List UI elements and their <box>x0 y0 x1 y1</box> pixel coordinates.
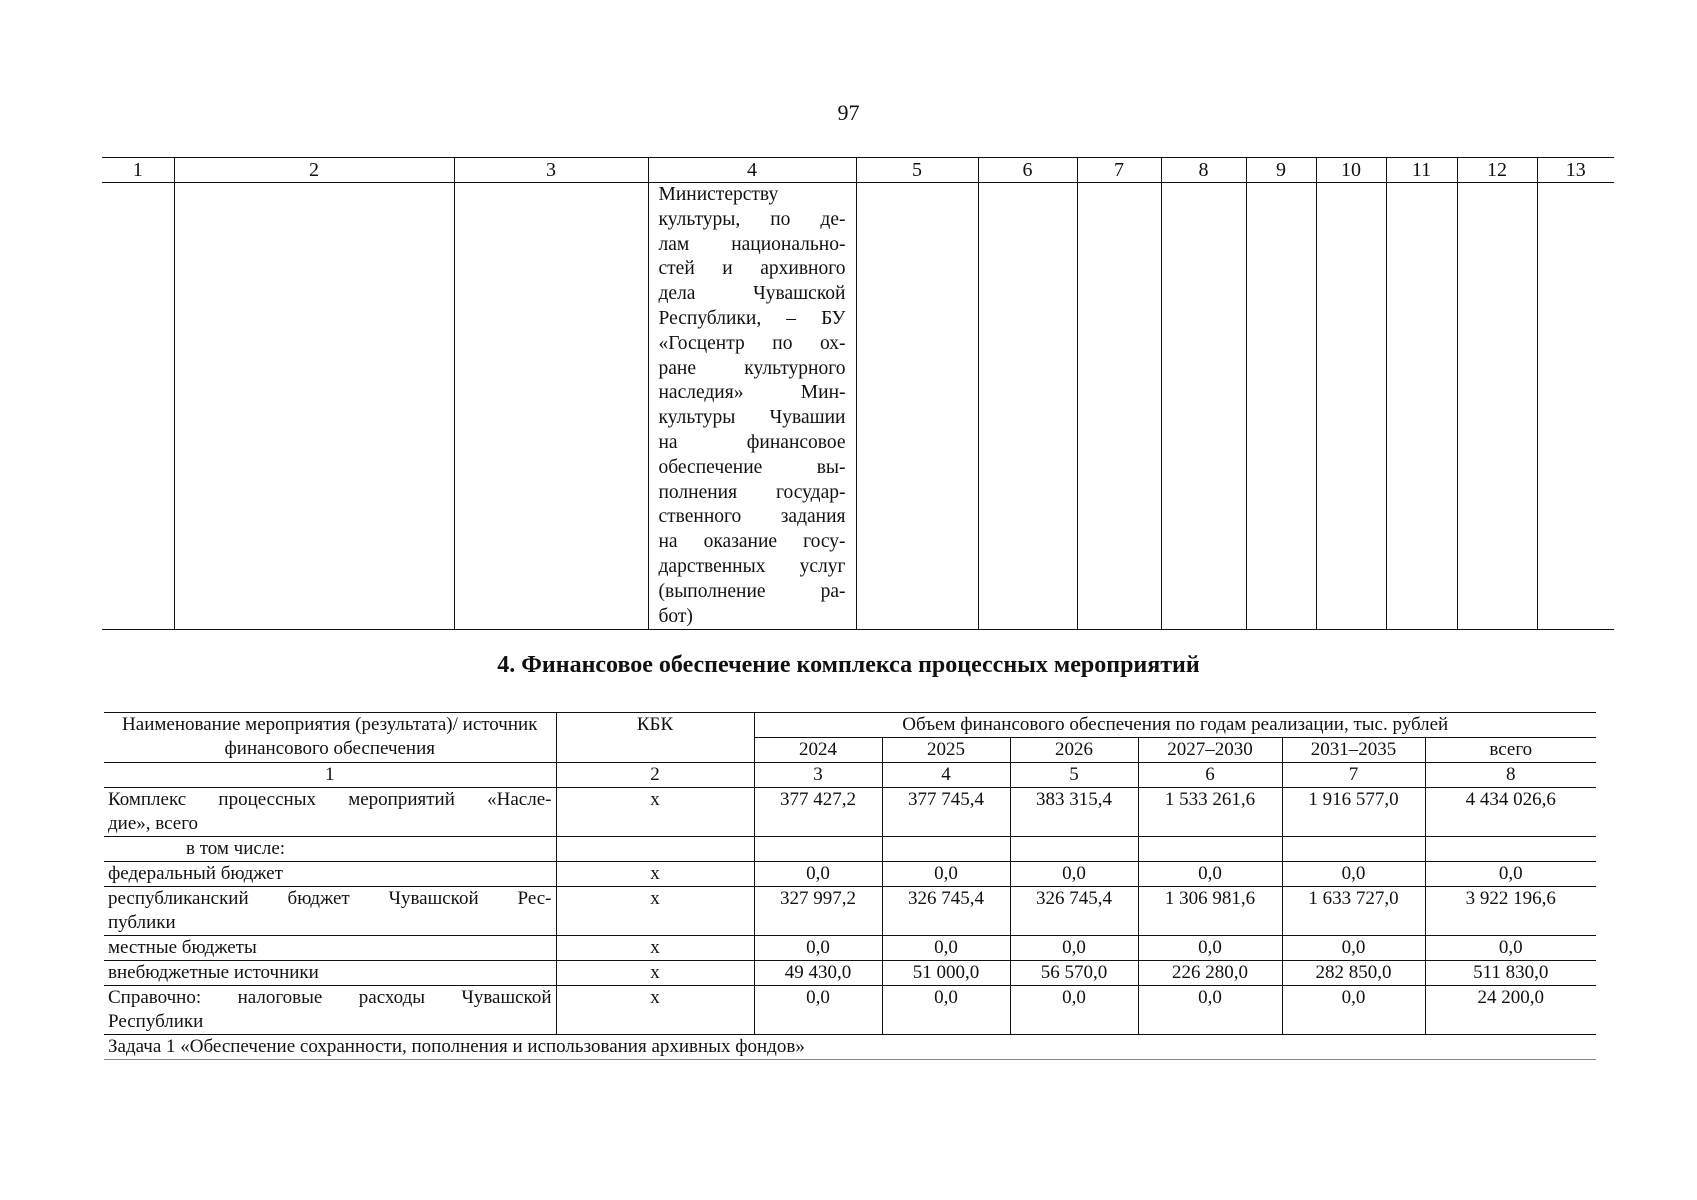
text-line: полнения государ- <box>658 481 846 503</box>
row-name <box>104 788 556 837</box>
value-cell: 377 745,4 <box>882 788 1010 837</box>
finance-table <box>104 712 1596 1060</box>
table-cell <box>1316 183 1386 630</box>
table-row <box>104 862 1596 887</box>
table-cell <box>454 183 648 630</box>
text-line: дела Чувашской <box>658 283 846 305</box>
text-line: Комплекс процессных мероприятий «Насле- <box>108 789 552 810</box>
value-cell: 3 922 196,6 <box>1425 887 1596 936</box>
col-num: 3 <box>454 158 648 183</box>
header-kbk: КБК <box>556 713 754 763</box>
table-row <box>104 986 1596 1035</box>
value-cell <box>1282 837 1425 862</box>
value-cell <box>1425 837 1596 862</box>
col-num: 6 <box>1138 763 1282 788</box>
value-cell: 0,0 <box>1010 936 1138 961</box>
value-cell <box>882 837 1010 862</box>
year-header: 2024 <box>754 738 882 763</box>
value-cell: 226 280,0 <box>1138 961 1282 986</box>
value-cell: 49 430,0 <box>754 961 882 986</box>
value-cell: 282 850,0 <box>1282 961 1425 986</box>
total-header: всего <box>1425 738 1596 763</box>
table-row <box>104 961 1596 986</box>
table-row <box>104 936 1596 961</box>
text-line: на финансовое <box>658 431 846 453</box>
row-name: федеральный бюджет <box>104 862 556 887</box>
value-cell: 326 745,4 <box>1010 887 1138 936</box>
table-row <box>104 837 1596 862</box>
col-num: 7 <box>1077 158 1161 183</box>
value-cell: 0,0 <box>882 862 1010 887</box>
value-cell: 0,0 <box>754 862 882 887</box>
value-cell: 0,0 <box>882 986 1010 1035</box>
task-title: Задача 1 «Обеспечение сохранности, пополнения и использования архивных фондов» <box>104 1035 1596 1060</box>
value-cell: 0,0 <box>1282 936 1425 961</box>
col-num: 7 <box>1282 763 1425 788</box>
value-cell: 326 745,4 <box>882 887 1010 936</box>
row-name <box>104 986 556 1035</box>
kbk-cell: x <box>556 887 754 936</box>
kbk-cell: x <box>556 862 754 887</box>
kbk-cell <box>556 837 754 862</box>
text-line: Республики <box>108 1011 204 1032</box>
value-cell: 511 830,0 <box>1425 961 1596 986</box>
value-cell: 0,0 <box>1138 986 1282 1035</box>
table-cell <box>1077 183 1161 630</box>
value-cell: 0,0 <box>1425 862 1596 887</box>
value-cell: 1 916 577,0 <box>1282 788 1425 837</box>
col-num: 2 <box>174 158 454 183</box>
value-cell: 24 200,0 <box>1425 986 1596 1035</box>
value-cell <box>754 837 882 862</box>
text-line: бот) <box>658 605 693 627</box>
col-num: 11 <box>1386 158 1457 183</box>
row-name: в том числе: <box>104 837 556 862</box>
text-line: лам национально- <box>658 233 846 255</box>
page-number: 97 <box>837 100 860 125</box>
text-line: наследия» Мин- <box>658 382 846 404</box>
year-header: 2026 <box>1010 738 1138 763</box>
table-cell <box>1457 183 1537 630</box>
col-num: 4 <box>882 763 1010 788</box>
header-name: Наименование мероприятия (результата)/ источник финансового обеспечения <box>104 713 556 763</box>
value-cell: 327 997,2 <box>754 887 882 936</box>
text-line: Справочно: налоговые расходы Чувашской <box>108 987 552 1008</box>
year-header: 2031–2035 <box>1282 738 1425 763</box>
value-cell: 1 633 727,0 <box>1282 887 1425 936</box>
value-cell: 1 533 261,6 <box>1138 788 1282 837</box>
header-volume: Объем финансового обеспечения по годам реализации, тыс. рублей <box>754 713 1596 738</box>
value-cell: 0,0 <box>1010 862 1138 887</box>
table-cell <box>978 183 1077 630</box>
header-row <box>104 713 1596 738</box>
value-cell: 4 434 026,6 <box>1425 788 1596 837</box>
value-cell: 0,0 <box>1010 986 1138 1035</box>
table-cell <box>1161 183 1246 630</box>
col-num: 12 <box>1457 158 1537 183</box>
text-line: дие», всего <box>108 813 199 834</box>
text-line: стей и архивного <box>658 258 846 280</box>
value-cell: 0,0 <box>882 936 1010 961</box>
text-line: публики <box>108 912 176 933</box>
col-num: 5 <box>856 158 978 183</box>
row-name <box>104 887 556 936</box>
table-cell <box>102 183 174 630</box>
text-line: Министерству <box>658 184 779 205</box>
col-num: 1 <box>104 763 556 788</box>
continuation-table <box>102 157 1614 630</box>
text-line: ране культурного <box>658 357 846 379</box>
kbk-cell: x <box>556 936 754 961</box>
table-cell <box>1246 183 1316 630</box>
kbk-cell: x <box>556 961 754 986</box>
text-line: дарственных услуг <box>658 555 846 577</box>
table-row <box>104 788 1596 837</box>
text-line: культуры, по де- <box>658 208 846 230</box>
column-number-row <box>104 763 1596 788</box>
col-num: 13 <box>1537 158 1614 183</box>
col-num: 2 <box>556 763 754 788</box>
col-num: 4 <box>648 158 856 183</box>
value-cell <box>1138 837 1282 862</box>
table-cell <box>856 183 978 630</box>
value-cell: 1 306 981,6 <box>1138 887 1282 936</box>
value-cell: 0,0 <box>754 986 882 1035</box>
text-line: Республики, – БУ <box>658 307 846 329</box>
value-cell: 0,0 <box>1282 862 1425 887</box>
col-num: 3 <box>754 763 882 788</box>
responsible-text-cell <box>648 183 856 630</box>
value-cell: 0,0 <box>1425 936 1596 961</box>
value-cell: 377 427,2 <box>754 788 882 837</box>
table-row <box>104 887 1596 936</box>
value-cell: 383 315,4 <box>1010 788 1138 837</box>
text-line: ственного задания <box>658 506 846 528</box>
table-cell <box>1537 183 1614 630</box>
section-title: 4. Финансовое обеспечение комплекса процессных мероприятий <box>497 652 1200 678</box>
col-num: 6 <box>978 158 1077 183</box>
table-row <box>102 183 1614 630</box>
table-cell <box>174 183 454 630</box>
col-num: 8 <box>1161 158 1246 183</box>
column-number-row <box>102 158 1614 183</box>
value-cell: 0,0 <box>1138 862 1282 887</box>
value-cell <box>1010 837 1138 862</box>
col-num: 1 <box>102 158 174 183</box>
col-num: 10 <box>1316 158 1386 183</box>
col-num: 9 <box>1246 158 1316 183</box>
table-cell <box>1386 183 1457 630</box>
text-line: обеспечение вы- <box>658 456 846 478</box>
text-line: «Госцентр по ох- <box>658 332 846 354</box>
year-header: 2027–2030 <box>1138 738 1282 763</box>
value-cell: 0,0 <box>754 936 882 961</box>
value-cell: 51 000,0 <box>882 961 1010 986</box>
task-row <box>104 1035 1596 1060</box>
kbk-cell: x <box>556 788 754 837</box>
col-num: 5 <box>1010 763 1138 788</box>
year-header: 2025 <box>882 738 1010 763</box>
row-name: местные бюджеты <box>104 936 556 961</box>
text-line: республиканский бюджет Чувашской Рес- <box>108 888 552 909</box>
text-line: (выполнение ра- <box>658 580 846 602</box>
value-cell: 0,0 <box>1138 936 1282 961</box>
kbk-cell: x <box>556 986 754 1035</box>
col-num: 8 <box>1425 763 1596 788</box>
value-cell: 56 570,0 <box>1010 961 1138 986</box>
text-line: на оказание госу- <box>658 531 846 553</box>
row-name: внебюджетные источники <box>104 961 556 986</box>
text-line: культуры Чувашии <box>658 407 846 429</box>
value-cell: 0,0 <box>1282 986 1425 1035</box>
